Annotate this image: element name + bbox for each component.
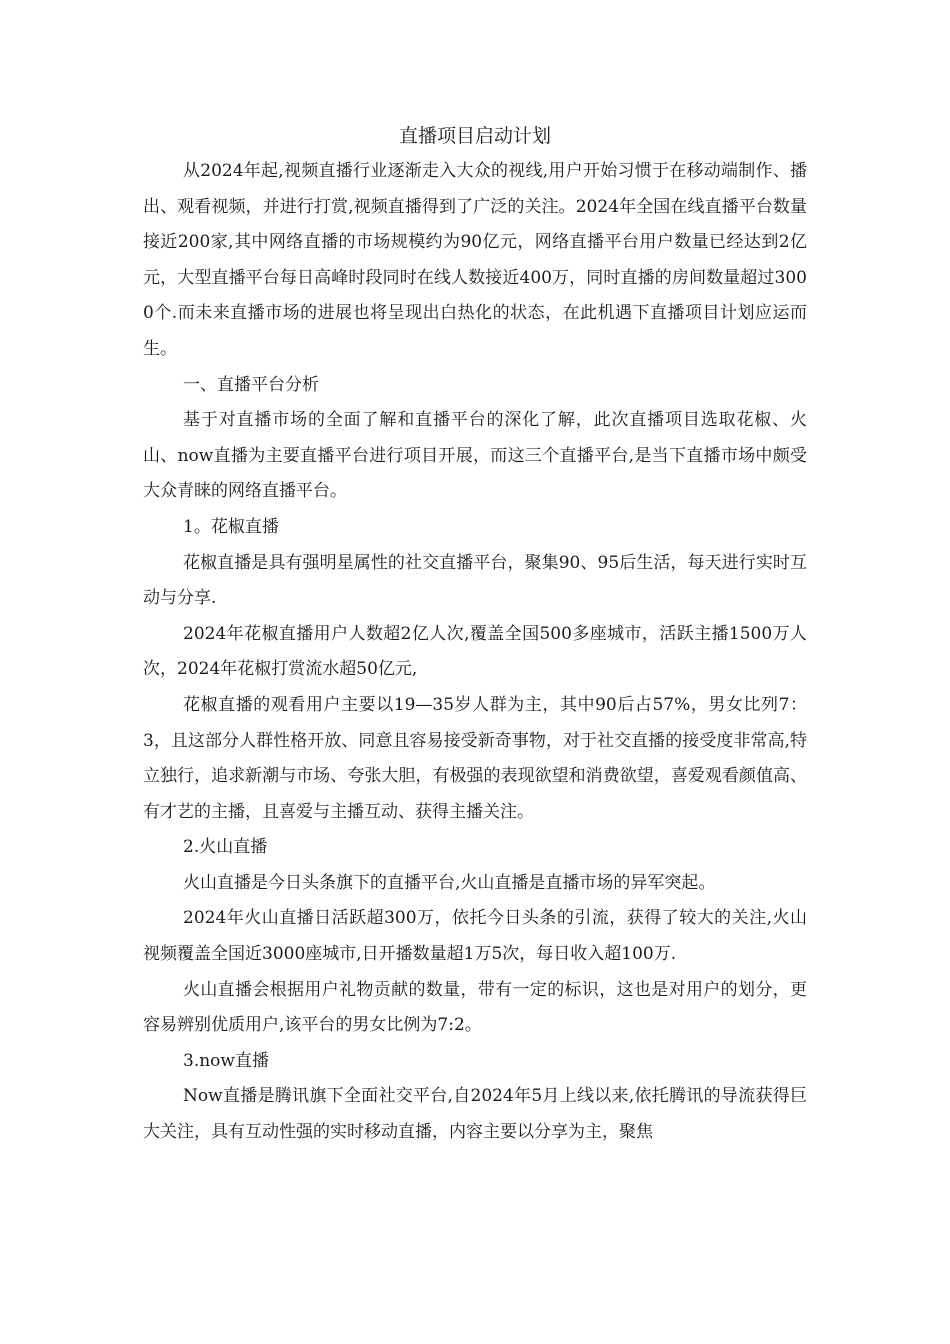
huajiao-stats-paragraph: 2024年花椒直播用户人数超2亿人次,覆盖全国500多座城市，活跃主播1500万人次，2024年花椒打赏流水超50亿元, <box>143 623 807 680</box>
huoshan-users-paragraph: 火山直播会根据用户礼物贡献的数量，带有一定的标识，这也是对用户的划分，更容易辨别优质用户,该平台的男女比例为7:2。 <box>143 979 807 1036</box>
platform-overview-paragraph: 基于对直播市场的全面了解和直播平台的深化了解，此次直播项目选取花椒、火山、now直播为主要直播平台进行项目开展，而这三个直播平台,是当下直播市场中颇受大众青睐的网络直播平台。 <box>143 410 807 502</box>
document-body <box>143 118 807 1151</box>
now-intro-paragraph: Now直播是腾讯旗下全面社交平台,自2024年5月上线以来,依托腾讯的导流获得巨大关注，具有互动性强的实时移动直播，内容主要以分享为主，聚焦 <box>143 1086 808 1143</box>
document-title: 直播项目启动计划 <box>398 125 551 147</box>
huoshan-stats-paragraph: 2024年火山直播日活跃超300万，依托今日头条的引流，获得了较大的关注,火山视频覆盖全国近3000座城市,日开播数量超1万5次，每日收入超100万. <box>143 908 807 965</box>
subheading-huoshan: 2.火山直播 <box>183 837 268 858</box>
intro-paragraph: 从2024年起,视频直播行业逐渐走入大众的视线,用户开始习惯于在移动端制作、播出、观看视频，并进行打赏,视频直播得到了广泛的关注。2024年全国在线直播平台数量接近200家,其中网络直播的市场规模约为90亿元，网络直播平台用户数量已经达到2亿元，大型直播平台每日高峰时段同时在线人数接近400万，同时直播的房间数量超过3000个.而未来直播市场的进展也将呈现出白热化的状态，在此机遇下直播项目计划应运而生。 <box>143 161 807 359</box>
huajiao-audience-paragraph: 花椒直播的观看用户主要以19—35岁人群为主，其中90后占57%，男女比列7：3，且这部分人群性格开放、同意且容易接受新奇事物，对于社交直播的接受度非常高,特立独行，追求新潮与市场、夸张大胆，有极强的表现欲望和消费欲望，喜爱观看颜值高、有才艺的主播，且喜爱与主播互动、获得主播关注。 <box>143 694 807 822</box>
huoshan-intro-paragraph: 火山直播是今日头条旗下的直播平台,火山直播是直播市场的异军突起。 <box>183 872 716 893</box>
subheading-huajiao: 1。花椒直播 <box>183 516 279 537</box>
section-heading-platform-analysis: 一、直播平台分析 <box>183 374 319 395</box>
subheading-now: 3.now直播 <box>183 1050 269 1071</box>
huajiao-intro-paragraph: 花椒直播是具有强明星属性的社交直播平台，聚集90、95后生活，每天进行实时互动与分享. <box>143 552 807 609</box>
